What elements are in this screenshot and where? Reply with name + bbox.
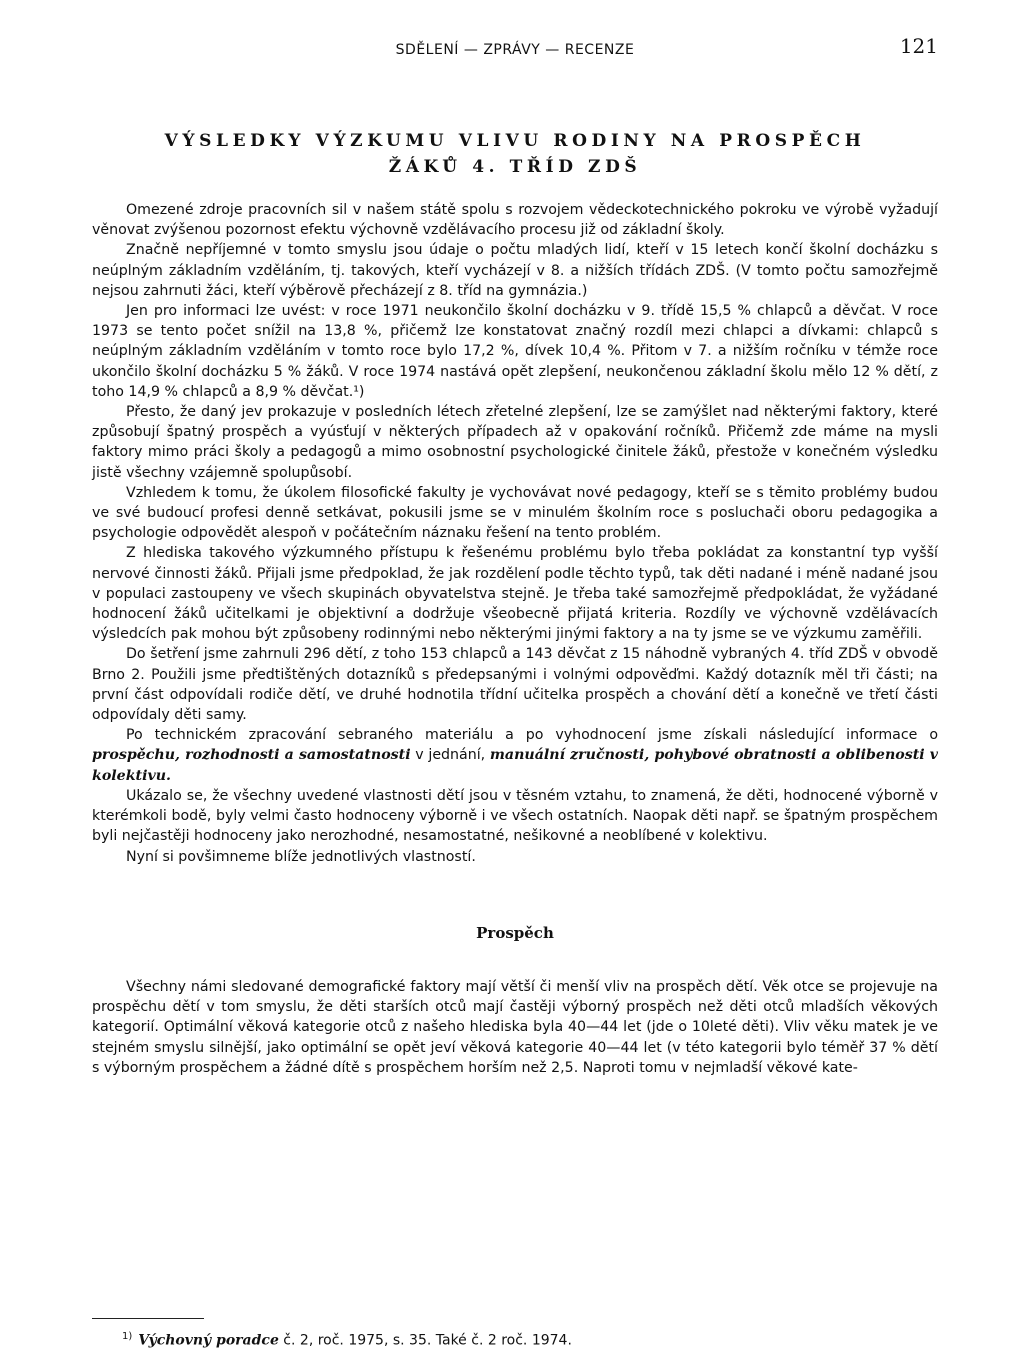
running-header (92, 34, 938, 70)
footnote-divider (92, 1318, 204, 1319)
section-heading: Prospěch (476, 923, 554, 942)
body-paragraph: Do šetření jsme zahrnuli 296 dětí, z toho 153 chlapců a 143 děvčat z 15 náhodně vybraných 4. tříd ZDŠ v obvodě Brno 2. Použili jsme předtištěných dotazníků s předepsanými i volnými odpověďmi. Každý dotazník měl tři části; na první část odpovídali rodiče dětí, ve druhé hodnotila třídní učitelka prospěch a chování dětí a konečně ve třetí části odpovídaly děti samy. (92, 646, 938, 724)
page-number: 121 (899, 34, 938, 58)
footnote (122, 1328, 938, 1350)
body-paragraph: Přesto, že daný jev prokazuje v posledních létech zřetelné zlepšení, lze se zamýšlet nad některými faktory, které způsobují špatný prospěch a vyúsťují v některých případech až v opakování ročníků. Přičemž zde máme na mysli faktory mimo práci školy a pedagogů a mimo osobnostní psychologické činitele žáků, přestože v konečném výsledku jistě všechny vzájemně spolupůsobí. (92, 404, 938, 481)
paragraph-text: v jednání, (410, 747, 490, 764)
body-paragraph: Omezené zdroje pracovních sil v našem státě spolu s rozvojem vědeckotechnického pokroku ve výrobě vyžadují věnovat zvýšenou pozornost efektu výchovně vzdělávacího procesu již od základní školy. (92, 202, 938, 239)
article-body (92, 200, 938, 1078)
body-paragraph: Ukázalo se, že všechny uvedené vlastnosti dětí jsou v těsném vztahu, to znamená, že děti, hodnocené výborně v kterémkoli bodě, byly velmi často hodnoceny výborně i ve všech ostatních. Naopak děti např. se špatným prospěchem byli nejčastěji hodnoceny jako nerozhodné, nesamostatné, nešikovné a neoblíbené v kolektivu. (92, 787, 938, 845)
article-title-line-1: VÝSLEDKY VÝZKUMU VLIVU RODINY NA PROSPĚCH (164, 131, 866, 151)
article-title-line-2: ŽÁKŮ 4. TŘÍD ZDŠ (388, 157, 642, 177)
body-paragraph: Značně nepříjemné v tomto smyslu jsou údaje o počtu mladých lidí, kteří v 15 letech končí školní docházku s neúplným základním vzděláním, tj. takových, kteří vycházejí v 8. a nižších třídách ZDŠ. (V tomto počtu samozřejmě nejsou zahrnuti žáci, kteří výběrově přecházejí z 8. tříd na gymnázia.) (92, 242, 938, 299)
body-paragraph: Jen pro informaci lze uvést: v roce 1971 neukončilo školní docházku v 9. třídě 15,5 % chlapců a děvčat. V roce 1973 se tento počet snížil na 13,8 %, přičemž lze konstatovat značný rozdíl mezi chlapci a dívkami: chlapců s neúplným základním vzděláním v tomto roce bylo 17,2 %, dívek 10,4 %. Přitom v 7. a nižším ročníku v témže roce ukončilo školní docházku 5 % žáků. V roce 1974 nastává opět zlepšení, neukončenou základní školu mělo 12 % dětí, z toho 14,9 % chlapců a 8,9 % děvčat.¹) (92, 303, 938, 400)
footnote-title: Výchovný poradce (138, 1332, 279, 1349)
emphasis-text: manuální zručnosti, pohybové obratnosti a oblibenosti v kolektivu. (92, 747, 939, 784)
running-title: SDĚLENÍ — ZPRÁVY — RECENZE (395, 42, 635, 58)
body-paragraph: Nyní si povšimneme blíže jednotlivých vlastností. (126, 848, 476, 865)
footnote-mark: 1) (122, 1331, 133, 1342)
body-paragraph: Z hlediska takového výzkumného přístupu k řešenému problému bylo třeba pokládat za konstantní typ vyšší nervové činnosti žáků. Přijali jsme předpoklad, že jak rozdělení podle těchto typů, tak děti nadané i méně nadané jsou v populaci zastoupeny ve všech skupinách obyvatelstva stejně. Je třeba také samozřejmě předpokládat, že vyžádané hodnocení žáků učitelkami je objektivní a dodržuje všeobecně přijatá kriteria. Rozdíly ve výchovně vzdělávacích výsledcích pak mohou být způsobeny rodinnými nebo některými jinými faktory a na ty jsme se ve výzkumu zaměřili. (92, 545, 938, 643)
footnote-text: č. 2, roč. 1975, s. 35. Také č. 2 roč. 1974. (278, 1332, 572, 1349)
section-paragraph: Všechny námi sledované demografické faktory mají větší či menší vliv na prospěch dětí. Věk otce se projevuje na prospěchu dětí v tom smyslu, že děti starších otců mají častěji výborný prospěch než děti otců mladších věkových kategorií. Optimální věková kategorie otců z našeho hlediska byla 40—44 let (jde o 10leté děti). Vliv věku matek je ve stejném smyslu silnější, jako optimální se opět jeví věková kategorie 40—44 let (v této kategorii bylo téměř 37 % dětí s výborným prospěchem a žádné dítě s prospěchem horším než 2,5. Naproti tomu v nejmladší věkové kate- (92, 978, 938, 1076)
body-paragraph-emphasis (92, 725, 938, 786)
body-paragraph: Vzhledem k tomu, že úkolem filosofické fakulty je vychovávat nové pedagogy, kteří se s těmito problémy budou ve své budoucí profesi denně setkávat, pokusili jsme se v minulém školním roce s posluchači oboru pedagogika a psychologie odpovědět alespoň v počátečním náznaku řešení na tento problém. (92, 484, 938, 542)
page (92, 34, 938, 1078)
emphasis-text: prospěchu, rozhodnosti a samostatnosti (92, 747, 411, 764)
paragraph-text: Po technickém zpracování sebraného materiálu a po vyhodnocení jsme získali následující informace o (126, 727, 938, 744)
article-title (92, 128, 938, 180)
